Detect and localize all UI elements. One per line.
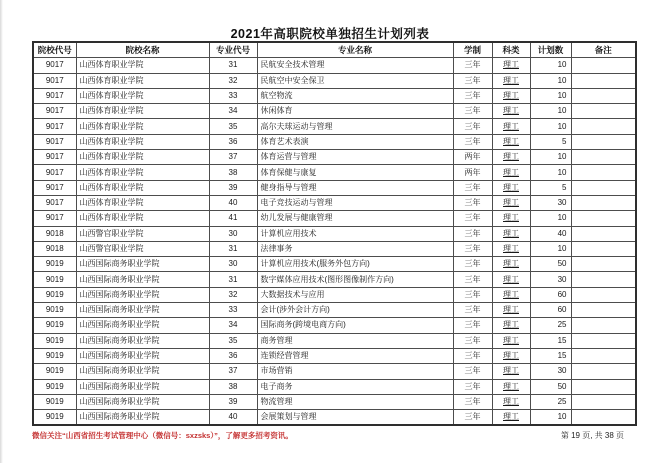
cell-college-code: 9019 [33,394,76,409]
cell-major-name: 电子竞技运动与管理 [257,195,453,210]
cell-major-code: 31 [209,58,257,73]
cell-remark [571,318,636,333]
cell-major-name: 市场营销 [257,364,453,379]
cell-duration: 三年 [453,211,492,226]
cell-category: 理工 [492,333,530,348]
cell-major-code: 32 [209,73,257,88]
cell-college-code: 9017 [33,88,76,103]
cell-remark [571,58,636,73]
cell-major-code: 39 [209,180,257,195]
page-edge-shadow [0,0,3,463]
cell-remark [571,88,636,103]
cell-duration: 三年 [453,410,492,426]
cell-duration: 三年 [453,104,492,119]
cell-college-name: 山西国际商务职业学院 [76,318,209,333]
cell-plan-count: 10 [530,88,571,103]
cell-major-code: 36 [209,348,257,363]
column-header-remark: 备注 [571,42,636,58]
cell-category: 理工 [492,104,530,119]
table-row [33,318,636,333]
table-row [33,58,636,73]
table-row [33,226,636,241]
cell-major-name: 法律事务 [257,241,453,256]
cell-college-code: 9017 [33,58,76,73]
cell-major-code: 37 [209,150,257,165]
table-body [33,58,636,426]
cell-category: 理工 [492,195,530,210]
cell-college-code: 9019 [33,364,76,379]
cell-college-code: 9019 [33,272,76,287]
cell-duration: 三年 [453,318,492,333]
cell-remark [571,241,636,256]
table-row [33,303,636,318]
cell-major-name: 计算机应用技术 [257,226,453,241]
cell-plan-count: 10 [530,119,571,134]
cell-category: 理工 [492,394,530,409]
cell-college-name: 山西体育职业学院 [76,195,209,210]
cell-plan-count: 25 [530,394,571,409]
cell-college-code: 9018 [33,226,76,241]
cell-category: 理工 [492,119,530,134]
table-row [33,119,636,134]
cell-college-code: 9017 [33,195,76,210]
cell-category: 理工 [492,410,530,426]
table-row [33,364,636,379]
cell-duration: 三年 [453,195,492,210]
cell-category: 理工 [492,241,530,256]
cell-major-code: 41 [209,211,257,226]
cell-college-code: 9017 [33,73,76,88]
cell-college-name: 山西国际商务职业学院 [76,379,209,394]
cell-college-name: 山西国际商务职业学院 [76,303,209,318]
cell-major-name: 民航空中安全保卫 [257,73,453,88]
cell-major-name: 连锁经营管理 [257,348,453,363]
cell-plan-count: 5 [530,134,571,149]
cell-plan-count: 50 [530,257,571,272]
cell-remark [571,134,636,149]
page-title: 2021年高职院校单独招生计划列表 [230,27,430,41]
cell-major-name: 幼儿发展与健康管理 [257,211,453,226]
cell-category: 理工 [492,180,530,195]
cell-major-code: 39 [209,394,257,409]
cell-remark [571,272,636,287]
cell-duration: 三年 [453,348,492,363]
cell-remark [571,348,636,363]
cell-college-name: 山西国际商务职业学院 [76,348,209,363]
table-row [33,88,636,103]
cell-college-name: 山西体育职业学院 [76,211,209,226]
cell-college-name: 山西国际商务职业学院 [76,272,209,287]
cell-college-code: 9017 [33,211,76,226]
table-header [33,42,636,58]
cell-category: 理工 [492,287,530,302]
cell-college-name: 山西国际商务职业学院 [76,257,209,272]
cell-major-name: 会计(涉外会计方向) [257,303,453,318]
table-row [33,73,636,88]
cell-college-code: 9019 [33,348,76,363]
cell-plan-count: 40 [530,226,571,241]
cell-plan-count: 60 [530,287,571,302]
cell-category: 理工 [492,303,530,318]
cell-college-code: 9019 [33,318,76,333]
cell-college-code: 9019 [33,257,76,272]
cell-college-name: 山西国际商务职业学院 [76,364,209,379]
page-number: 第 19 页, 共 38 页 [560,431,624,440]
cell-plan-count: 10 [530,211,571,226]
cell-college-code: 9017 [33,165,76,180]
cell-duration: 三年 [453,58,492,73]
table-row [33,165,636,180]
table-row [33,195,636,210]
cell-remark [571,104,636,119]
cell-major-code: 38 [209,165,257,180]
enrollment-plan-table [32,41,637,426]
cell-category: 理工 [492,73,530,88]
cell-remark [571,165,636,180]
cell-plan-count: 10 [530,150,571,165]
column-header-category: 科类 [492,42,530,58]
cell-major-code: 35 [209,333,257,348]
cell-major-code: 40 [209,410,257,426]
cell-college-name: 山西体育职业学院 [76,58,209,73]
cell-major-code: 34 [209,318,257,333]
cell-plan-count: 15 [530,348,571,363]
cell-remark [571,211,636,226]
cell-duration: 三年 [453,134,492,149]
cell-remark [571,257,636,272]
cell-major-name: 会展策划与管理 [257,410,453,426]
cell-college-code: 9019 [33,287,76,302]
cell-duration: 三年 [453,180,492,195]
cell-duration: 三年 [453,272,492,287]
cell-category: 理工 [492,88,530,103]
cell-remark [571,379,636,394]
cell-college-code: 9017 [33,134,76,149]
cell-major-name: 商务管理 [257,333,453,348]
cell-college-name: 山西国际商务职业学院 [76,287,209,302]
cell-college-name: 山西体育职业学院 [76,73,209,88]
cell-duration: 三年 [453,287,492,302]
cell-duration: 三年 [453,257,492,272]
table-row [33,348,636,363]
cell-major-name: 体育运营与管理 [257,150,453,165]
cell-major-name: 民航安全技术管理 [257,58,453,73]
table-header-row [33,42,636,58]
cell-duration: 两年 [453,150,492,165]
cell-category: 理工 [492,226,530,241]
cell-duration: 三年 [453,88,492,103]
cell-category: 理工 [492,318,530,333]
table-row [33,104,636,119]
cell-college-name: 山西体育职业学院 [76,119,209,134]
cell-category: 理工 [492,348,530,363]
table-row [33,394,636,409]
cell-college-code: 9019 [33,333,76,348]
cell-category: 理工 [492,134,530,149]
cell-major-name: 物流管理 [257,394,453,409]
cell-major-code: 31 [209,241,257,256]
cell-major-name: 计算机应用技术(服务外包方向) [257,257,453,272]
cell-remark [571,303,636,318]
table-row [33,333,636,348]
cell-college-code: 9019 [33,410,76,426]
cell-major-name: 休闲体育 [257,104,453,119]
cell-category: 理工 [492,211,530,226]
cell-major-code: 30 [209,226,257,241]
table-row [33,410,636,426]
cell-remark [571,333,636,348]
cell-plan-count: 10 [530,165,571,180]
cell-remark [571,410,636,426]
cell-plan-count: 25 [530,318,571,333]
cell-category: 理工 [492,58,530,73]
column-header-college-name: 院校名称 [76,42,209,58]
cell-remark [571,180,636,195]
cell-college-name: 山西国际商务职业学院 [76,410,209,426]
cell-college-name: 山西体育职业学院 [76,165,209,180]
cell-college-name: 山西体育职业学院 [76,88,209,103]
cell-remark [571,287,636,302]
cell-plan-count: 10 [530,58,571,73]
cell-plan-count: 50 [530,379,571,394]
cell-duration: 三年 [453,364,492,379]
cell-duration: 三年 [453,73,492,88]
table-row [33,379,636,394]
cell-category: 理工 [492,257,530,272]
cell-major-code: 32 [209,287,257,302]
cell-major-code: 31 [209,272,257,287]
table-row [33,211,636,226]
column-header-plan-count: 计划数 [530,42,571,58]
cell-plan-count: 10 [530,410,571,426]
cell-major-name: 数字媒体应用技术(图形图像制作方向) [257,272,453,287]
column-header-duration: 学制 [453,42,492,58]
cell-major-name: 体育艺术表演 [257,134,453,149]
cell-duration: 三年 [453,379,492,394]
cell-college-code: 9017 [33,119,76,134]
column-header-college-code: 院校代号 [33,42,76,58]
cell-plan-count: 30 [530,195,571,210]
cell-remark [571,364,636,379]
cell-duration: 三年 [453,394,492,409]
cell-college-code: 9019 [33,303,76,318]
table-row [33,272,636,287]
cell-major-code: 30 [209,257,257,272]
cell-college-name: 山西体育职业学院 [76,104,209,119]
cell-category: 理工 [492,364,530,379]
cell-major-code: 35 [209,119,257,134]
cell-college-code: 9017 [33,180,76,195]
table-row [33,180,636,195]
cell-college-code: 9019 [33,379,76,394]
cell-duration: 三年 [453,241,492,256]
cell-remark [571,73,636,88]
cell-duration: 三年 [453,333,492,348]
cell-duration: 三年 [453,119,492,134]
cell-college-name: 山西体育职业学院 [76,180,209,195]
cell-duration: 三年 [453,226,492,241]
cell-college-name: 山西国际商务职业学院 [76,333,209,348]
cell-college-name: 山西警官职业学院 [76,241,209,256]
cell-college-code: 9018 [33,241,76,256]
cell-college-name: 山西体育职业学院 [76,150,209,165]
cell-major-name: 大数据技术与应用 [257,287,453,302]
cell-major-code: 36 [209,134,257,149]
cell-major-code: 38 [209,379,257,394]
cell-major-code: 34 [209,104,257,119]
cell-major-code: 33 [209,303,257,318]
cell-plan-count: 10 [530,104,571,119]
column-header-major-code: 专业代号 [209,42,257,58]
cell-major-code: 37 [209,364,257,379]
cell-major-name: 国际商务(跨境电商方向) [257,318,453,333]
cell-remark [571,150,636,165]
cell-major-name: 高尔夫球运动与管理 [257,119,453,134]
cell-college-code: 9017 [33,150,76,165]
cell-plan-count: 30 [530,272,571,287]
cell-duration: 三年 [453,303,492,318]
column-header-major-name: 专业名称 [257,42,453,58]
cell-remark [571,394,636,409]
cell-major-name: 体育保健与康复 [257,165,453,180]
cell-college-name: 山西体育职业学院 [76,134,209,149]
cell-remark [571,119,636,134]
cell-major-code: 40 [209,195,257,210]
cell-remark [571,195,636,210]
cell-major-code: 33 [209,88,257,103]
cell-major-name: 健身指导与管理 [257,180,453,195]
cell-plan-count: 15 [530,333,571,348]
cell-category: 理工 [492,379,530,394]
cell-college-name: 山西国际商务职业学院 [76,394,209,409]
cell-plan-count: 60 [530,303,571,318]
cell-college-name: 山西警官职业学院 [76,226,209,241]
cell-plan-count: 30 [530,364,571,379]
cell-category: 理工 [492,272,530,287]
table-row [33,257,636,272]
wechat-notice-text: 微信关注“山西省招生考试管理中心（微信号：sxzsks）”，了解更多招考资讯。 [32,431,293,440]
cell-major-name: 电子商务 [257,379,453,394]
table-row [33,287,636,302]
cell-plan-count: 10 [530,73,571,88]
cell-category: 理工 [492,150,530,165]
cell-plan-count: 10 [530,241,571,256]
cell-college-code: 9017 [33,104,76,119]
cell-category: 理工 [492,165,530,180]
table-row [33,150,636,165]
table-row [33,241,636,256]
cell-remark [571,226,636,241]
cell-major-name: 航空物流 [257,88,453,103]
cell-duration: 两年 [453,165,492,180]
cell-plan-count: 5 [530,180,571,195]
table-row [33,134,636,149]
